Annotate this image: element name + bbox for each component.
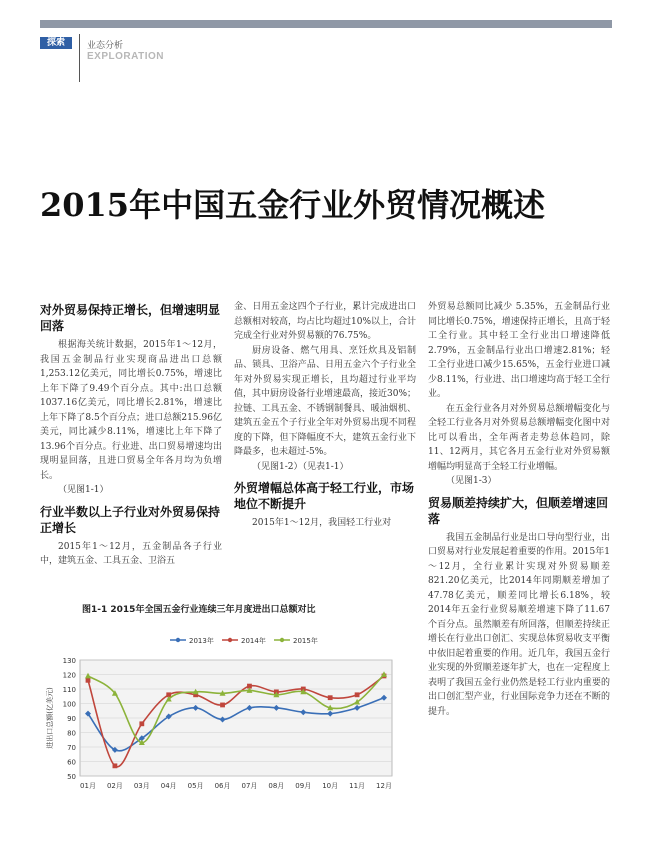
data-point bbox=[86, 678, 91, 683]
y-tick-label: 100 bbox=[62, 700, 76, 709]
y-tick-label: 120 bbox=[62, 671, 76, 680]
x-tick-label: 03月 bbox=[133, 782, 150, 790]
chart-title: 图1-1 2015年全国五金行业连续三年月度进出口总额对比 bbox=[82, 605, 316, 615]
legend-label: 2014年 bbox=[241, 637, 266, 645]
heading-subsectors: 行业半数以上子行业对外贸易保持正增长 bbox=[40, 504, 221, 535]
x-tick-label: 01月 bbox=[80, 782, 96, 790]
paragraph: 我国五金制品行业是出口导向型行业，出口贸易对行业发展起着重要的作用。2015年1～12月，全行业累计实现对外贸易顺差821.20亿美元，比2014年同期顺差增加了47.78亿美元，顺差同比增长6.18%，较2014年五金行业贸易顺差增速下降了11.67个百分点。虽然顺差有所回落，但顺差持续正增长在行业出口创汇、实现总体贸易收支平衡中依旧起着重要的作用。近几年，我国五金行业实现的外贸顺差逐年扩大，也在一定程度上表明了我国五金行业仍然是轻工行业内重要的出口创汇型产业，行业国际竞争力还在不断的提升。 bbox=[428, 532, 610, 717]
heading-trade-surplus: 贸易顺差持续扩大，但顺差增速回落 bbox=[428, 495, 609, 526]
y-tick-label: 80 bbox=[67, 729, 76, 738]
figure-reference: （见图1-1） bbox=[58, 485, 109, 495]
paragraph: 根据海关统计数据，2015年1～12月，我国五金制品行业实现商品进出口总额1,253.12亿美元，同比增长0.75%，增速比上年下降了9.49个百分点。其中:出口总额1037.16亿美元，同比增长2.81%，增速比上年下降了8.5个百分点；进口总额215.96亿美元，同比减少8.11%，增速比上年下降了13.96个百分点。行业进、出口贸易增速均出现明显回落，且进口贸易全年各月均为负增长。 bbox=[40, 340, 222, 481]
paragraph: 外贸易总额同比减少 5.35%，五金制品行业同比增长0.75%，增速保持正增长，且高于轻工全行业。其中轻工全行业出口增速降低2.79%，五金制品行业出口增速2.81%；轻工全行业进口减少15.65%，五金行业进口减少8.11%，行业进、出口增速均高于轻工全行业。 bbox=[428, 302, 610, 399]
section-label-cn: 业态分析 bbox=[87, 41, 124, 51]
legend-marker bbox=[228, 638, 232, 642]
legend-label: 2013年 bbox=[189, 637, 214, 645]
paragraph: 厨房设备、燃气用具、烹饪炊具及铝制品、锁具、卫浴产品、日用五金六个子行业全年对外贸易实现正增长，且均超过行业平均值，其中厨房设备行业增速最高，接近30%；拉链、工具五金、不锈钢制餐具、暖油烟机、建筑五金五个子行业全年对外贸易出现不同程度的下降，但下降幅度不大，建筑五金行业下降最多，也未超过-5%。 bbox=[234, 345, 417, 457]
x-tick-label: 11月 bbox=[349, 782, 366, 790]
column-3 bbox=[428, 300, 610, 719]
header-bar bbox=[40, 20, 612, 28]
paragraph: 在五金行业各月对外贸易总额增幅变化与全轻工行业各月对外贸易总额增幅变化图中对比可以看出，全年两者走势总体趋同，除11、12两月，其它各月五金行业对外贸易额增幅均明显高于全轻工行业增幅。 bbox=[428, 403, 610, 472]
heading-trade-growth: 对外贸易保持正增长，但增速明显回落 bbox=[40, 303, 221, 333]
data-point bbox=[328, 695, 333, 700]
paragraph: 金、日用五金这四个子行业，累计完成进出口总额相对较高，均占比均超过10%以上，合计完成全行业对外贸易额的76.75%。 bbox=[234, 302, 417, 341]
legend-marker bbox=[176, 638, 180, 642]
x-tick-label: 02月 bbox=[106, 782, 123, 790]
x-tick-label: 10月 bbox=[322, 782, 339, 790]
section-label-en: EXPLORATION bbox=[87, 51, 164, 62]
header-divider bbox=[79, 34, 80, 82]
x-tick-label: 09月 bbox=[295, 782, 312, 790]
section-tag: 探索 bbox=[40, 37, 72, 49]
y-tick-label: 110 bbox=[62, 686, 76, 694]
y-axis-label: 进出口总额(亿美元) bbox=[46, 687, 54, 749]
figure-reference: （见图1-3） bbox=[446, 476, 497, 486]
x-tick-label: 07月 bbox=[241, 782, 258, 790]
x-tick-label: 05月 bbox=[187, 782, 204, 790]
heading-market-position: 外贸增幅总体高于轻工行业，市场地位不断提升 bbox=[234, 481, 415, 511]
x-tick-label: 04月 bbox=[160, 782, 177, 790]
x-tick-label: 08月 bbox=[268, 782, 285, 790]
data-point bbox=[113, 763, 118, 768]
y-tick-label: 60 bbox=[67, 758, 76, 767]
paragraph: 2015年1～12月，我国轻工行业对 bbox=[252, 518, 392, 528]
column-2 bbox=[234, 300, 416, 531]
article-title: 2015年中国五金行业外贸情况概述 bbox=[40, 186, 546, 224]
x-tick-label: 06月 bbox=[214, 782, 231, 790]
line-chart bbox=[40, 616, 400, 798]
data-point bbox=[220, 703, 225, 708]
legend-marker bbox=[280, 638, 284, 642]
y-tick-label: 90 bbox=[67, 715, 76, 723]
data-point bbox=[355, 692, 360, 697]
y-tick-label: 70 bbox=[67, 744, 76, 752]
figure-reference: （见图1-2）（见表1-1） bbox=[252, 461, 349, 472]
data-point bbox=[139, 721, 144, 726]
column-1 bbox=[40, 300, 222, 569]
y-tick-label: 50 bbox=[67, 773, 76, 781]
legend-label: 2015年 bbox=[293, 637, 318, 645]
y-tick-label: 130 bbox=[62, 657, 76, 665]
paragraph: 2015年1～12月，五金制品各子行业中，建筑五金、工具五金、卫浴五 bbox=[40, 541, 222, 566]
x-tick-label: 12月 bbox=[376, 782, 392, 790]
